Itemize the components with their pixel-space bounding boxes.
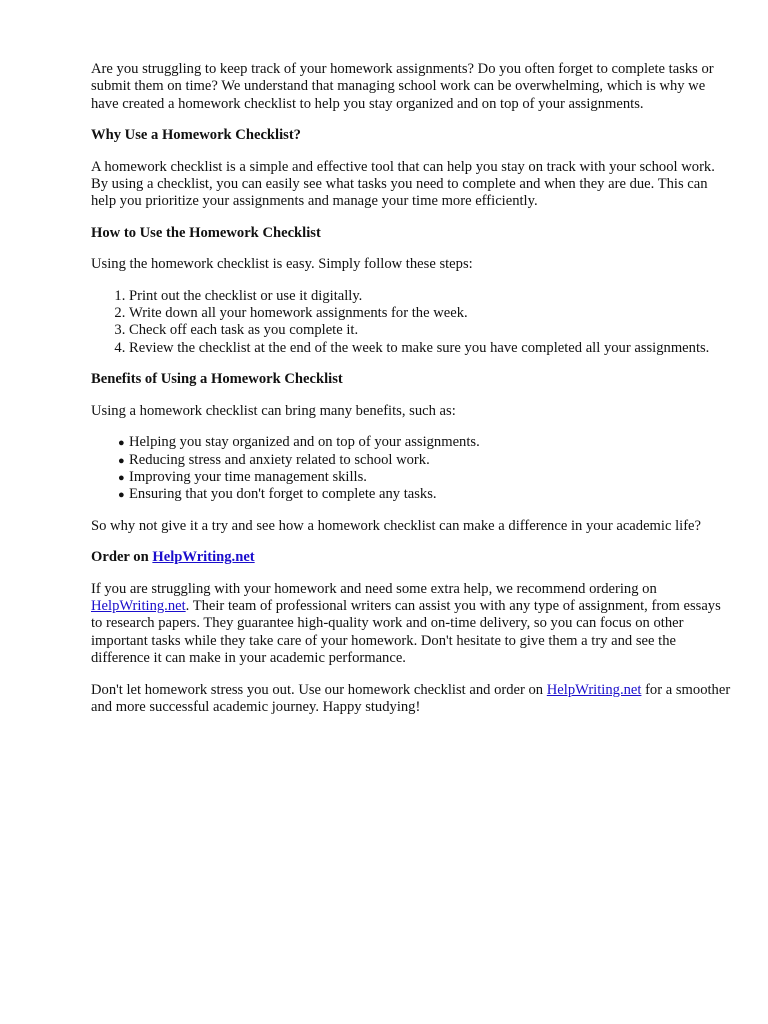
list-item-text: Improving your time management skills. <box>129 468 367 485</box>
benefits-list <box>91 434 731 504</box>
bullet-icon: ● <box>118 471 125 484</box>
order-text: . Their team of professional writers can assist you with any type of assignment, from essays to research papers. They guarantee high-quality work and on-time delivery, so you can focus on other important tasks while they take care of your homework. Don't hesitate to give them a try and see the difference it can make in your academic performance. <box>91 597 721 667</box>
heading-why: Why Use a Homework Checklist? <box>91 127 301 144</box>
list-item: 4. Review the checklist at the end of the week to make sure you have completed all your assignments. <box>129 340 731 357</box>
list-item <box>118 451 731 469</box>
document-body <box>91 61 731 730</box>
list-item: 1. Print out the checklist or use it digitally. <box>129 288 731 305</box>
list-item-text: Ensuring that you don't forget to complete any tasks. <box>129 486 437 503</box>
list-item-text: Helping you stay organized and on top of your assignments. <box>129 434 480 451</box>
order-paragraph-1 <box>91 581 731 668</box>
how-paragraph: Using the homework checklist is easy. Simply follow these steps: <box>91 256 473 273</box>
order-text: for a smoother and more successful academic journey. Happy studying! <box>91 681 731 715</box>
heading-order-prefix: Order on <box>91 549 153 566</box>
order-paragraph-2 <box>91 682 731 717</box>
heading-benefits: Benefits of Using a Homework Checklist <box>91 371 343 388</box>
steps-list <box>91 288 731 358</box>
helpwriting-link[interactable]: HelpWriting.net <box>91 597 186 614</box>
heading-order <box>91 549 731 566</box>
closing-paragraph: So why not give it a try and see how a homework checklist can make a difference in your academic life? <box>91 517 702 534</box>
list-item-text: Reducing stress and anxiety related to school work. <box>129 451 430 468</box>
helpwriting-link[interactable]: HelpWriting.net <box>546 681 642 698</box>
bullet-icon: ● <box>118 437 125 450</box>
order-text: Don't let homework stress you out. Use our homework checklist and order on <box>91 681 547 698</box>
bullet-icon: ● <box>118 489 125 502</box>
helpwriting-link-heading[interactable]: HelpWriting.net <box>152 549 255 566</box>
list-item: 3. Check off each task as you complete it. <box>129 322 731 339</box>
order-text: If you are struggling with your homework and need some extra help, we recommend ordering on <box>91 580 657 597</box>
list-item <box>118 434 731 451</box>
list-item <box>118 486 731 503</box>
bullet-icon: ● <box>118 454 125 467</box>
list-item <box>118 468 731 486</box>
heading-how: How to Use the Homework Checklist <box>91 224 321 241</box>
list-item: 2. Write down all your homework assignments for the week. <box>129 305 731 322</box>
intro-paragraph: Are you struggling to keep track of your homework assignments? Do you often forget to complete tasks or submit them on time? We understand that managing school work can be overwhelming, which is why we have created a homework checklist to help you stay organized and on top of your assignments. <box>91 61 714 112</box>
benefits-paragraph: Using a homework checklist can bring many benefits, such as: <box>91 402 456 419</box>
why-paragraph: A homework checklist is a simple and effective tool that can help you stay on track with your school work. By using a checklist, you can easily see what tasks you need to complete and when they are due. This can help you prioritize your assignments and manage your time more efficiently. <box>91 158 715 210</box>
